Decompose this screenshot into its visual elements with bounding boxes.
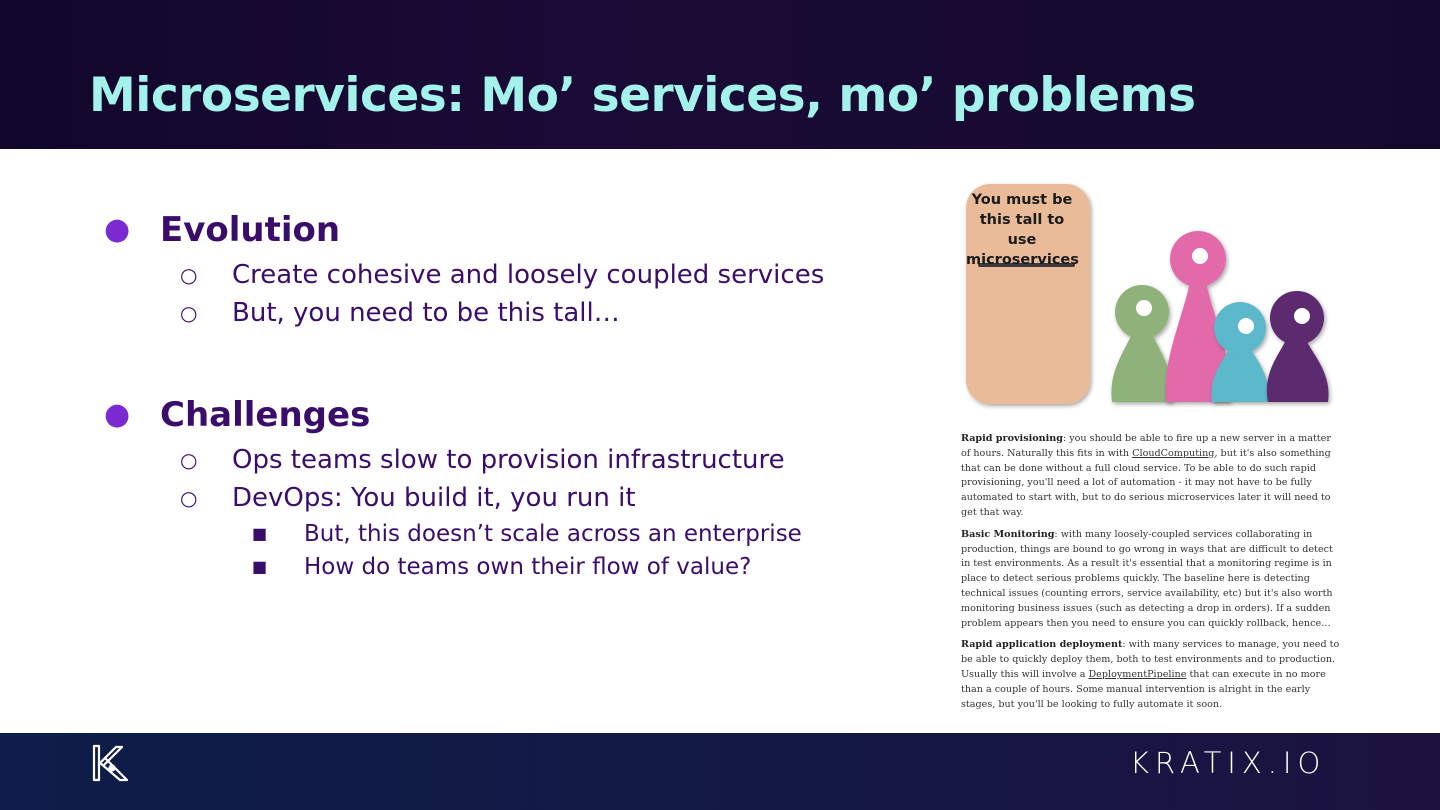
sub-bullet [180,443,785,477]
sub-sub-bullet [252,519,802,549]
bullet-marker: ○ [180,448,198,472]
bullet-text: DevOps: You build it, you run it [232,483,636,513]
bullet-text: But, this doesn’t scale across an enterprise [304,521,802,547]
article-paragraph: Rapid application deployment: with many services to manage, you need to be able to quickly deploy them, both to test environments and to production. Usually this will involve a DeploymentPipeline that can execute in no more than a couple of hours. Some manual intervention is alright in the early stages, but you'll be looking to fully automate it soon. [961,639,1340,710]
article-term: Rapid provisioning [961,433,1063,444]
bullet-text: Create cohesive and loosely coupled services [232,260,825,290]
sub-bullet [180,296,620,330]
sub-bullet [180,481,636,515]
height-sign-text: You must be this tall to use microservices [966,192,1079,268]
article-link[interactable]: CloudComputing [1132,447,1215,459]
bullet-heading: Evolution [160,210,341,250]
bullet-challenges [104,395,371,435]
bullet-text: Ops teams slow to provision infrastructure [232,445,785,475]
kratix-logo-icon [90,744,130,782]
kratix-brand: KRATIX.IO [1130,746,1327,780]
bullet-evolution [104,210,341,250]
article-term: Rapid application deployment [961,639,1123,651]
bullet-marker: ○ [180,263,198,287]
bullet-text: How do teams own their flow of value? [304,554,752,580]
article-paragraph: Rapid provisioning: you should be able to fire up a new server in a matter of hours. Naturally this fits in with CloudComputing, but it's also something that can be done without a full cloud service. To be able to do such rapid provisioning, you'll need a lot of automation - it may not have to be fully automated to start with, but to do serious microservices later it will need to get that way. [961,433,1331,518]
article-link[interactable]: DeploymentPipeline [1088,668,1187,680]
pawn-green-icon [1111,285,1172,402]
bullet-marker: ● [104,212,131,247]
sub-sub-bullet [252,552,752,582]
article-excerpt [961,432,1341,719]
bullet-text: But, you need to be this tall… [232,298,620,328]
slide-header [0,0,1440,149]
article-paragraph: Basic Monitoring: with many loosely-coupled services collaborating in production, things are bound to go wrong in ways that are difficult to detect in test environments. As a result it's essential that a monitoring regime is in place to detect serious problems quickly. The baseline here is detecting technical issues (counting errors, service availability, etc) but it's also worth monitoring business issues (such as detecting a drop in orders). If a sudden problem appears then you need to ensure you can quickly rollback, hence… [961,528,1333,629]
bullet-marker: ■ [252,557,268,576]
bullet-marker: ● [104,397,131,432]
slide-title: Microservices: Mo’ services, mo’ problems [89,68,1196,123]
article-term: Basic Monitoring [961,528,1055,540]
sub-bullet [180,258,825,292]
pawn-purple-icon [1267,291,1329,402]
bullet-marker: ○ [180,486,198,510]
bullet-marker: ○ [180,301,198,325]
bullet-marker: ■ [252,524,268,543]
bullet-heading: Challenges [160,395,371,435]
